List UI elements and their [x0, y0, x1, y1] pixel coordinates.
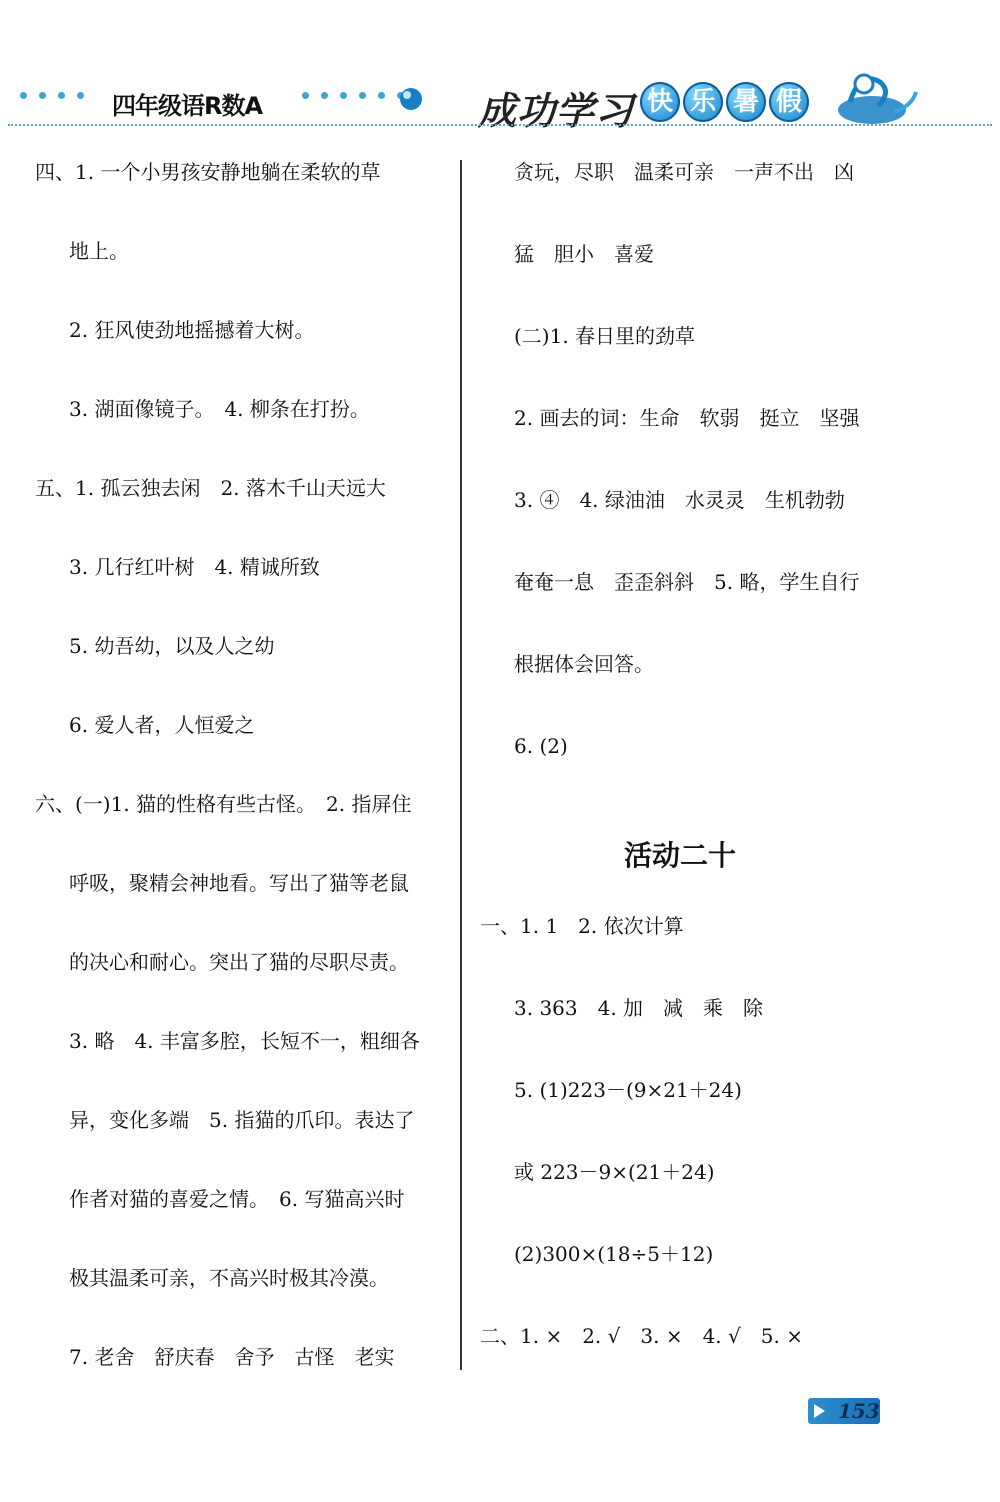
answer-line: 地上。: [69, 239, 129, 263]
answer-line: 二、1. × 2. √ 3. × 4. √ 5. ×: [480, 1324, 803, 1348]
answer-line: 猛 胆小 喜爱: [514, 242, 654, 266]
right-column: [480, 147, 900, 1393]
answer-line: 奄奄一息 歪歪斜斜 5. 略，学生自行: [514, 570, 860, 594]
answer-line: 一、1. 1 2. 依次计算: [480, 914, 684, 938]
answer-line: 3. 几行红叶树 4. 精诚所致: [69, 555, 320, 579]
badge-group: [640, 82, 809, 122]
answer-line: 6. 爱人者，人恒爱之: [69, 713, 255, 737]
answer-line: 四、1. 一个小男孩安静地躺在柔软的草: [35, 160, 381, 184]
answer-line: 2. 狂风使劲地摇撼着大树。: [69, 318, 315, 342]
answer-line: 3. ④ 4. 绿油油 水灵灵 生机勃勃: [514, 488, 845, 512]
answer-line: 或 223－9×(21＋24): [514, 1160, 715, 1184]
answer-line: 极其温柔可亲，不高兴时极其冷漠。: [69, 1266, 389, 1290]
answer-line: 六、(一)1. 猫的性格有些古怪。 2. 指屏住: [35, 792, 412, 816]
mascot-icon: [830, 62, 920, 132]
answer-line: 3. 湖面像镜子。 4. 柳条在打扮。: [69, 397, 370, 421]
page-number-badge: [808, 1398, 880, 1424]
answer-line: 贪玩，尽职 温柔可亲 一声不出 凶: [514, 160, 854, 184]
badge: 乐: [683, 82, 723, 122]
answer-line: (2)300×(18÷5＋12): [514, 1242, 714, 1266]
page-number: 153: [838, 1399, 880, 1423]
answer-line: 呼吸，聚精会神地看。写出了猫等老鼠: [69, 871, 409, 895]
answer-line: 异，变化多端 5. 指猫的爪印。表达了: [69, 1108, 415, 1132]
header-divider: [8, 124, 992, 126]
answer-line: (二)1. 春日里的劲草: [514, 324, 696, 348]
answer-line: 6. (2): [514, 734, 568, 758]
answer-line: 五、1. 孤云独去闲 2. 落木千山天远大: [35, 476, 386, 500]
badge: 快: [640, 82, 680, 122]
column-divider: [460, 160, 462, 1370]
section-title: 活动二十: [623, 839, 736, 872]
ball-icon: [398, 86, 424, 112]
header-dots-left: [20, 92, 84, 99]
answer-line: 5. 幼吾幼，以及人之幼: [69, 634, 275, 658]
brand-title: 成功学习: [478, 89, 635, 133]
header-dots-right: [302, 92, 404, 99]
answer-line: 根据体会回答。: [514, 652, 654, 676]
answer-line: 7. 老舍 舒庆春 舍予 古怪 老实: [69, 1345, 395, 1369]
answer-line: 作者对猫的喜爱之情。 6. 写猫高兴时: [69, 1187, 405, 1211]
grade-label: 四年级语R数A: [112, 92, 263, 120]
answer-line: 5. (1)223－(9×21＋24): [514, 1078, 742, 1102]
left-column: [35, 147, 445, 1411]
page-header: [0, 0, 1000, 135]
answer-line: 2. 画去的词：生命 软弱 挺立 坚强: [514, 406, 860, 430]
answer-line: 的决心和耐心。突出了猫的尽职尽责。: [69, 950, 409, 974]
answer-line: 3. 363 4. 加 减 乘 除: [514, 996, 764, 1020]
badge: 暑: [726, 82, 766, 122]
answer-line: 3. 略 4. 丰富多腔，长短不一，粗细各: [69, 1029, 420, 1053]
play-arrow-icon: [814, 1404, 825, 1418]
badge: 假: [769, 82, 809, 122]
